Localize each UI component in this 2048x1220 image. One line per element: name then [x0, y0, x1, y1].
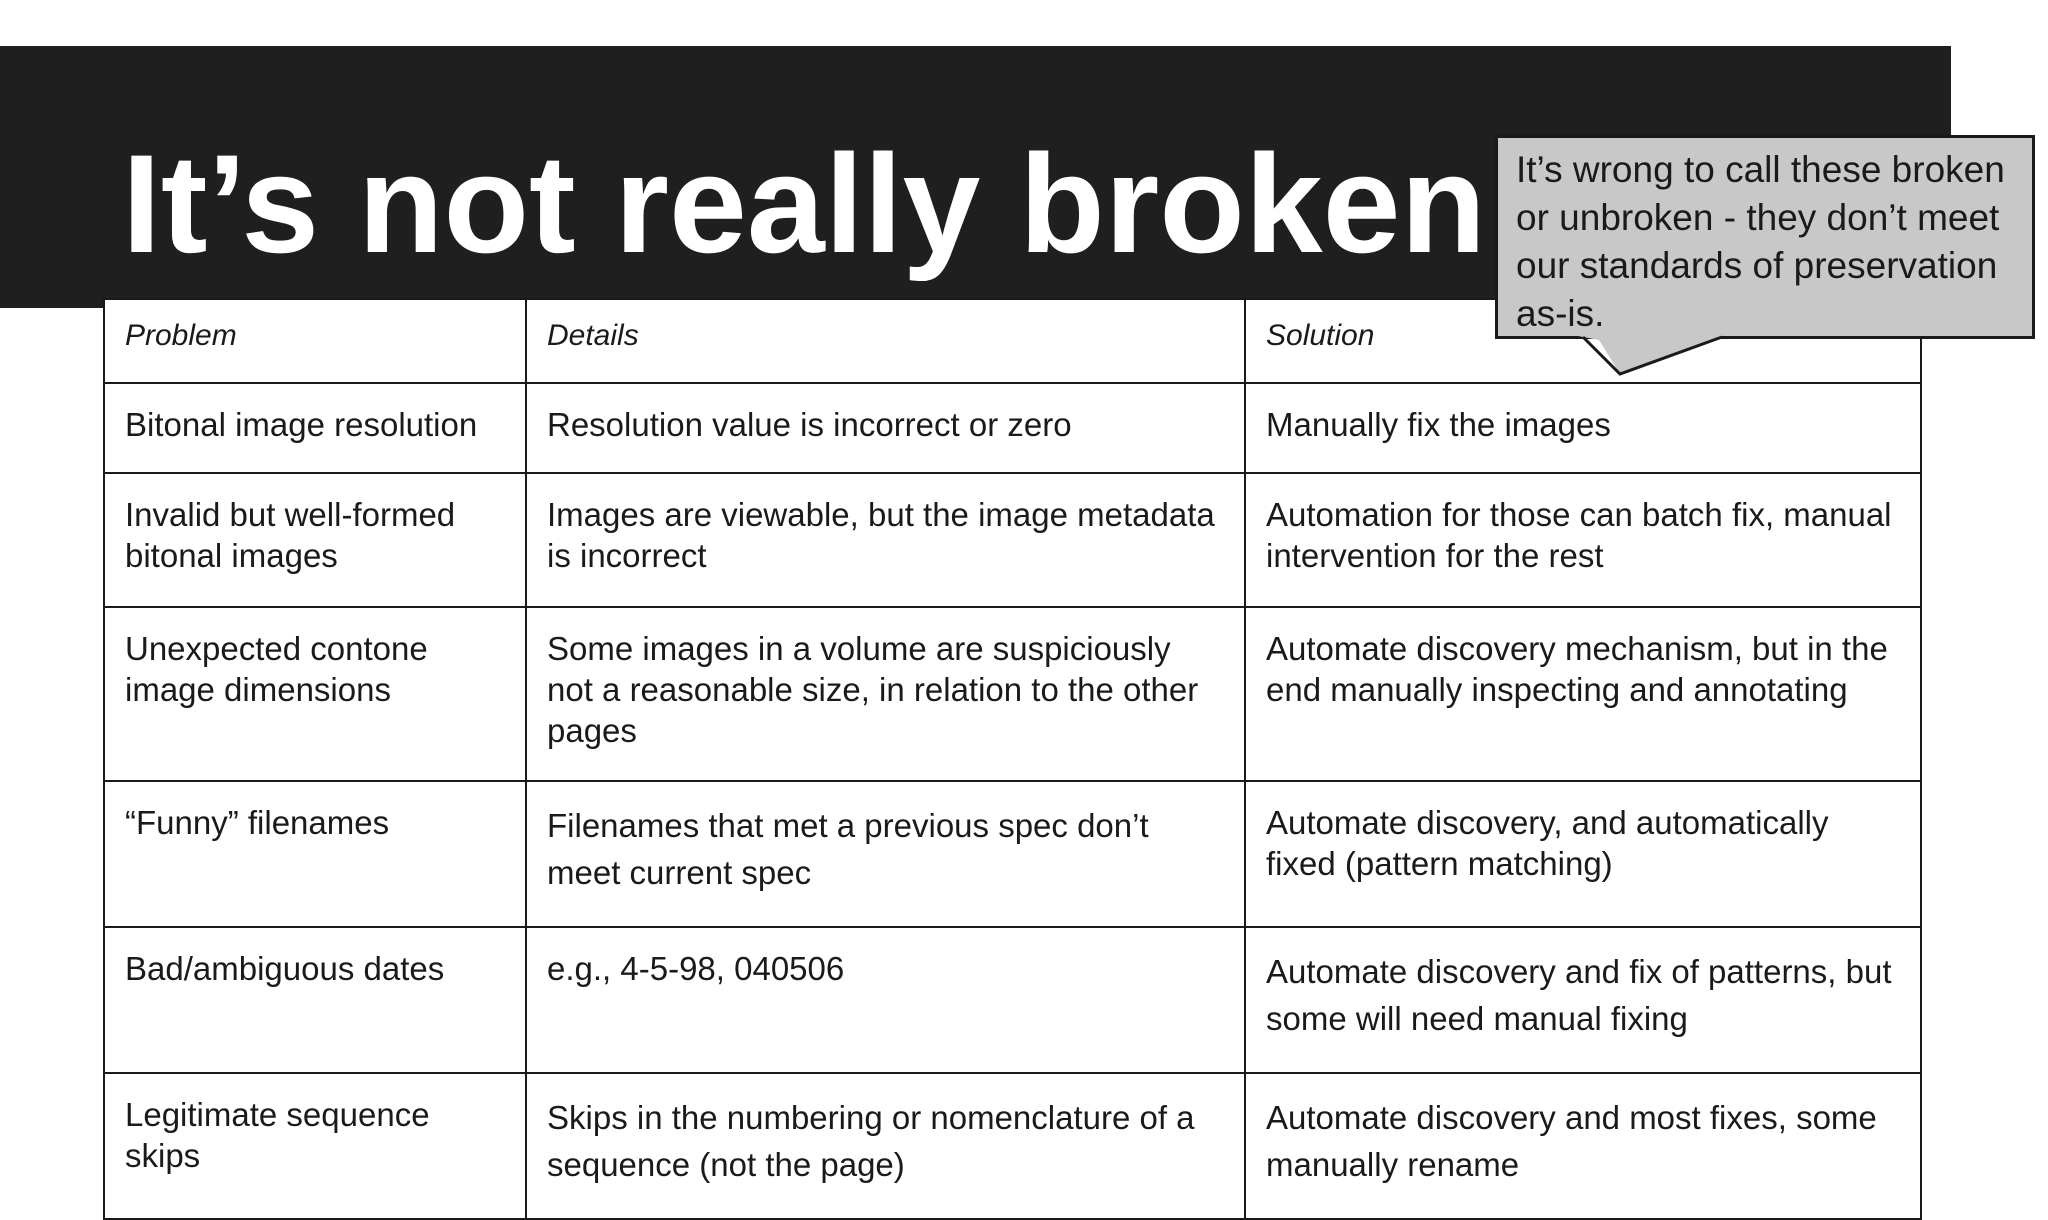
table-row — [104, 607, 1921, 781]
details-cell: Some images in a volume are suspiciously not a reasonable size, in relation to the other pages — [526, 607, 1245, 781]
header-details: Details — [526, 299, 1245, 383]
problems-table — [103, 298, 1922, 1220]
table-row — [104, 781, 1921, 927]
problem-cell: Legitimate sequence skips — [104, 1073, 526, 1219]
details-cell: Filenames that met a previous spec don’t meet current spec — [526, 781, 1245, 927]
problem-cell: Unexpected contone image dimensions — [104, 607, 526, 781]
problem-cell: Bad/ambiguous dates — [104, 927, 526, 1073]
table-row — [104, 1073, 1921, 1219]
solution-cell: Automate discovery and fix of patterns, but some will need manual fixing — [1245, 927, 1921, 1073]
callout-tail — [1580, 336, 1740, 376]
details-cell: Resolution value is incorrect or zero — [526, 383, 1245, 473]
solution-cell: Manually fix the images — [1245, 383, 1921, 473]
solution-cell: Automation for those can batch fix, manual intervention for the rest — [1245, 473, 1921, 607]
problem-cell: Invalid but well-formed bitonal images — [104, 473, 526, 607]
problem-cell: “Funny” filenames — [104, 781, 526, 927]
slide-title: It’s not really broken — [122, 125, 1487, 282]
problem-cell: Bitonal image resolution — [104, 383, 526, 473]
table-row — [104, 383, 1921, 473]
solution-cell: Automate discovery mechanism, but in the end manually inspecting and annotating — [1245, 607, 1921, 781]
table-row — [104, 473, 1921, 607]
solution-cell: Automate discovery, and automatically fixed (pattern matching) — [1245, 781, 1921, 927]
header-problem: Problem — [104, 299, 526, 383]
details-cell: Images are viewable, but the image metadata is incorrect — [526, 473, 1245, 607]
header-solution: Solution — [1245, 299, 1921, 383]
solution-cell: Automate discovery and most fixes, some manually rename — [1245, 1073, 1921, 1219]
table-row — [104, 927, 1921, 1073]
details-cell: Skips in the numbering or nomenclature of a sequence (not the page) — [526, 1073, 1245, 1219]
details-cell: e.g., 4-5-98, 040506 — [526, 927, 1245, 1073]
speech-callout: It’s wrong to call these broken or unbroken - they don’t meet our standards of preservation as-is. — [1495, 135, 2035, 339]
